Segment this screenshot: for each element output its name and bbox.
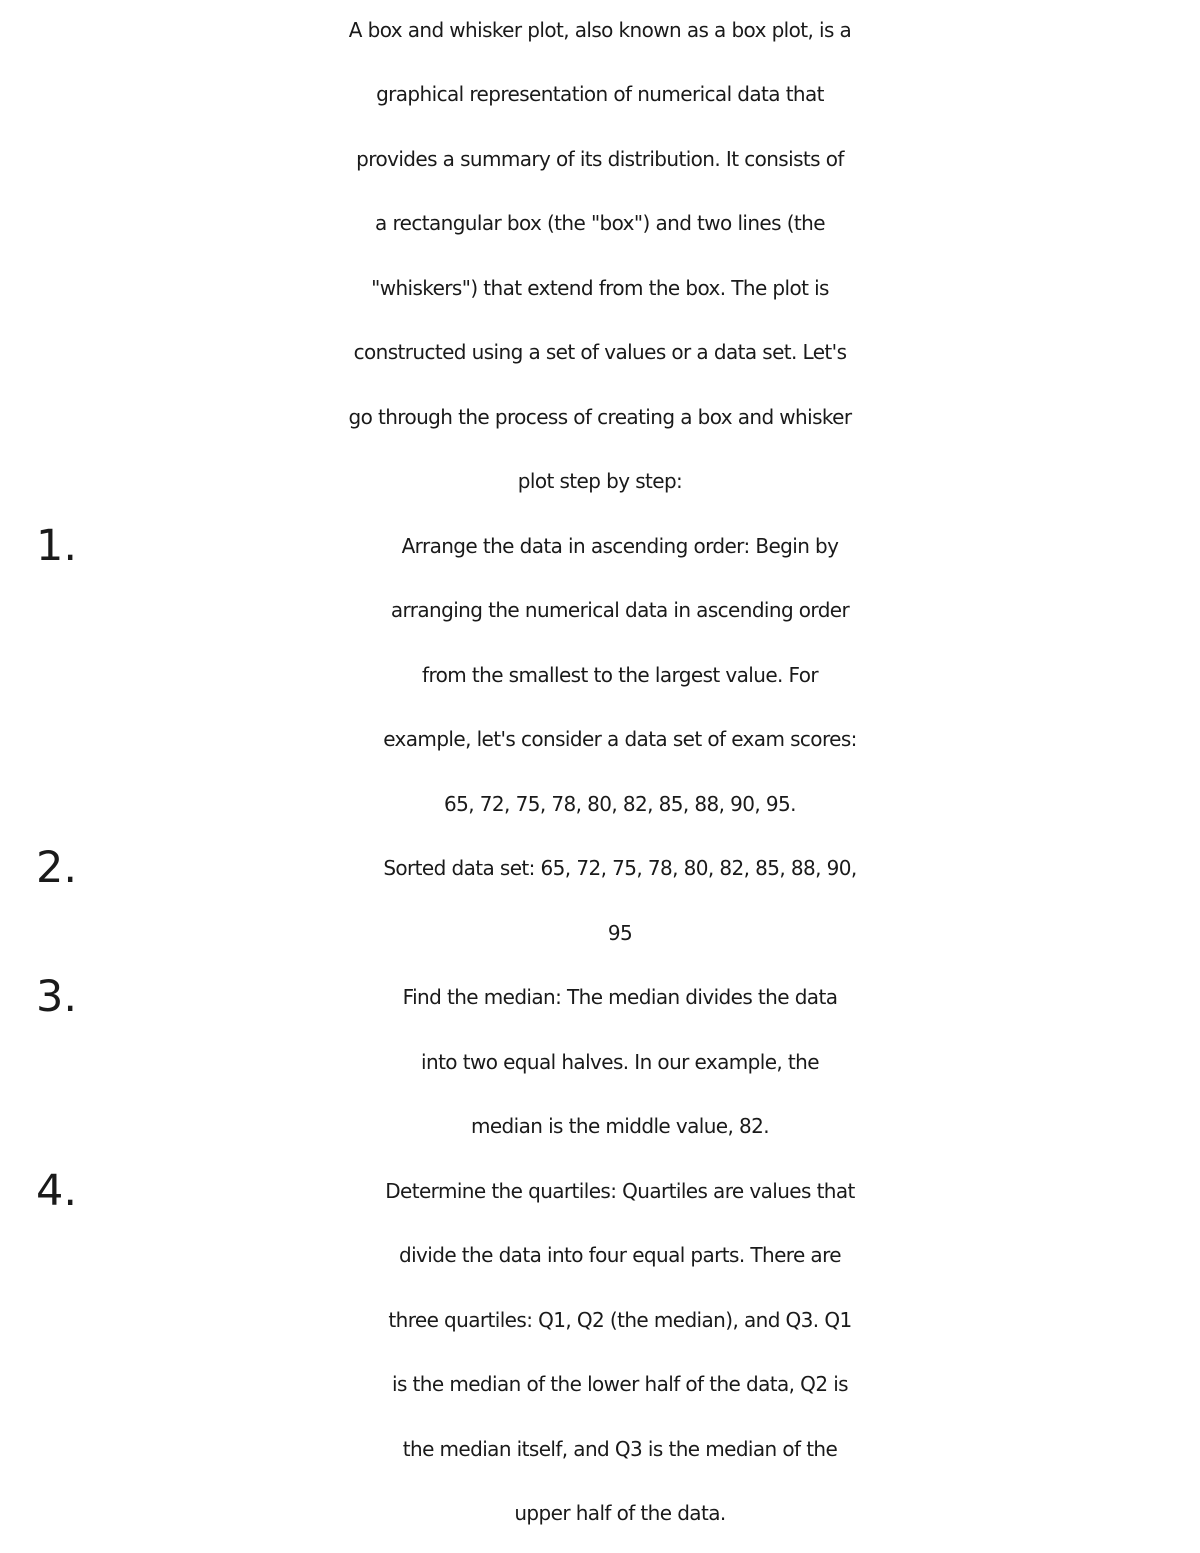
- step-line: upper half of the data.: [514, 1501, 726, 1525]
- step-line: arranging the numerical data in ascending order: [390, 598, 850, 622]
- step-line: Find the median: The median divides the data: [402, 985, 838, 1009]
- step-line: three quartiles: Q1, Q2 (the median), and Q3. Q1: [388, 1308, 852, 1332]
- step-line: is the median of the lower half of the data, Q2 is: [392, 1372, 848, 1396]
- step-line: median is the middle value, 82.: [470, 1114, 770, 1138]
- intro-line: plot step by step:: [517, 469, 683, 493]
- step-line: example, let's consider a data set of exam scores:: [383, 727, 857, 751]
- step-line: into two equal halves. In our example, the: [421, 1050, 819, 1074]
- step-number: 2.: [36, 843, 78, 893]
- step-number: 1.: [36, 521, 78, 571]
- step-line: 95: [607, 921, 633, 945]
- intro-line: constructed using a set of values or a data set. Let's: [353, 340, 847, 364]
- step-line: Sorted data set: 65, 72, 75, 78, 80, 82, 85, 88, 90,: [383, 856, 857, 880]
- intro-line: go through the process of creating a box and whisker: [348, 405, 852, 429]
- intro-line: A box and whisker plot, also known as a box plot, is a: [348, 18, 852, 42]
- intro-line: graphical representation of numerical data that: [376, 82, 824, 106]
- step-line: from the smallest to the largest value. For: [422, 663, 818, 687]
- step-line: Arrange the data in ascending order: Begin by: [401, 534, 839, 558]
- step-line: Determine the quartiles: Quartiles are values that: [385, 1179, 855, 1203]
- step-line: 65, 72, 75, 78, 80, 82, 85, 88, 90, 95.: [444, 792, 796, 816]
- step-number: 3.: [36, 972, 78, 1022]
- intro-line: "whiskers") that extend from the box. The plot is: [371, 276, 829, 300]
- step-line: divide the data into four equal parts. There are: [399, 1243, 841, 1267]
- step-number: 4.: [36, 1166, 78, 1216]
- intro-line: a rectangular box (the "box") and two lines (the: [375, 211, 825, 235]
- intro-line: provides a summary of its distribution. It consists of: [356, 147, 844, 171]
- step-line: the median itself, and Q3 is the median of the: [402, 1437, 838, 1461]
